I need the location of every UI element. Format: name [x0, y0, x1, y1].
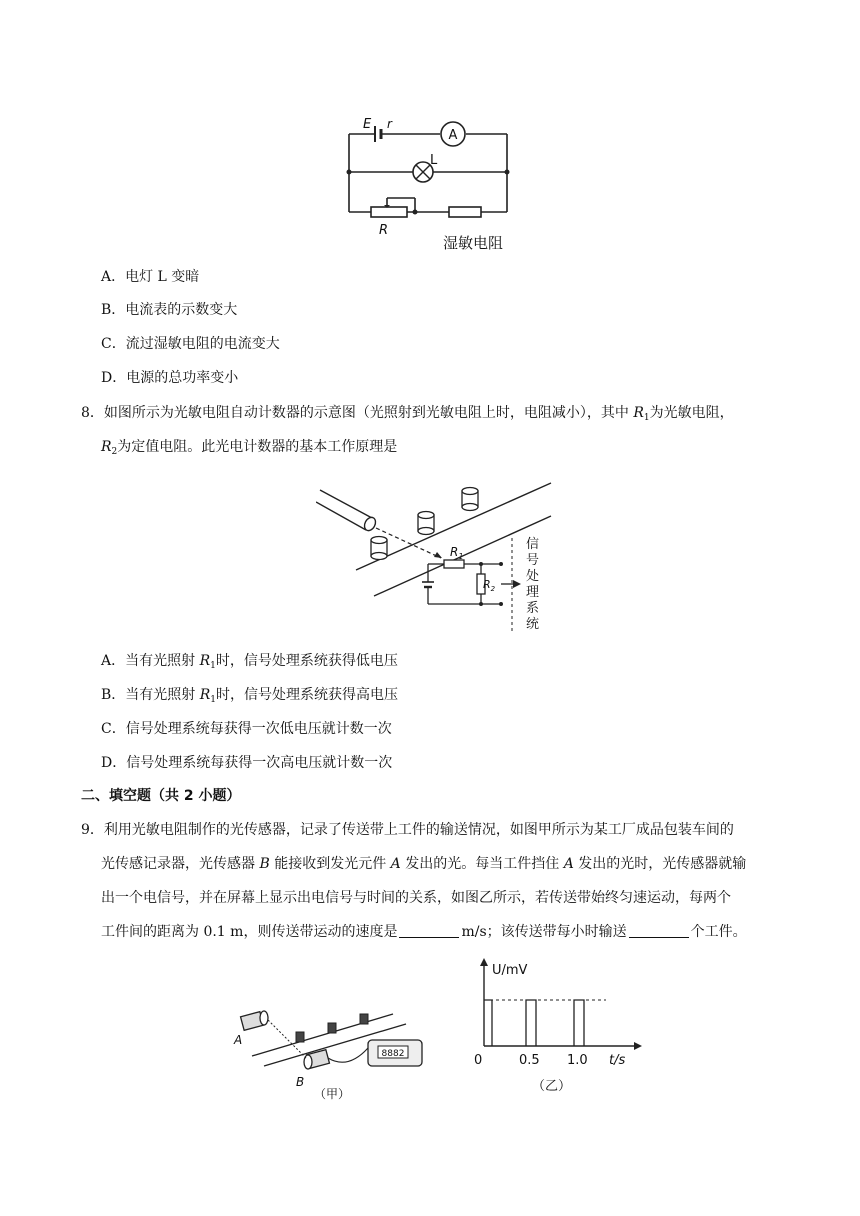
caption-yi: （乙） [532, 1079, 572, 1094]
figure-yi-graph [466, 950, 646, 1100]
answer-blank-count[interactable] [629, 923, 689, 938]
sensor-b-label: B [296, 1075, 305, 1089]
emitter-a-label: A [234, 1033, 243, 1047]
q7-option-a: A．电灯 L 变暗 [101, 269, 200, 285]
circuit-figure-q7 [335, 112, 535, 262]
fig-r1-sub: 1 [458, 552, 464, 561]
side-char-6: 统 [526, 617, 540, 632]
q8-option-c: C．信号处理系统每获得一次低电压就计数一次 [101, 721, 392, 737]
tick-0-5: 0.5 [519, 1053, 540, 1068]
q8-option-d: D．信号处理系统每获得一次高电压就计数一次 [101, 755, 393, 771]
side-char-5: 系 [526, 601, 540, 616]
svg-text:R2 [483, 578, 496, 593]
ammeter-label: A [448, 128, 458, 143]
q9-stem-line3: 出一个电信号，并在屏幕上显示出电信号与时间的关系，如图乙所示，若传送带始终匀速运动，每两个 [101, 890, 731, 906]
svg-text:R1 [450, 545, 463, 561]
section-heading: 二、填空题（共 2 小题） [81, 788, 241, 804]
fig-r1-label: R [450, 545, 459, 559]
side-char-3: 处 [526, 569, 540, 584]
q7-option-d: D．电源的总功率变小 [101, 370, 239, 386]
lamp-label: L [430, 153, 438, 168]
side-char-4: 理 [526, 585, 540, 600]
tick-1-0: 1.0 [567, 1053, 588, 1068]
graph-y-label: U/mV [492, 963, 528, 978]
q8-stem-line1: 8．如图所示为光敏电阻自动计数器的示意图（光照射到光敏电阻上时，电阻减小），其中 $R_1$为光敏电阻， [81, 405, 734, 423]
answer-blank-speed[interactable] [399, 923, 459, 938]
photo-counter-figure [316, 478, 556, 638]
display-readout: 8882 [381, 1049, 405, 1059]
rheostat-label: R [379, 223, 389, 238]
q7-option-c: C．流过湿敏电阻的电流变大 [101, 336, 280, 352]
tick-0: 0 [474, 1053, 483, 1068]
caption-jia: （甲） [314, 1087, 351, 1100]
q9-stem-line1: 9．利用光敏电阻制作的光传感器，记录了传送带上工件的输送情况，如图甲所示为某工厂成品包装车间的 [81, 822, 734, 838]
emf-label: E [363, 117, 372, 132]
figure-jia [228, 1000, 428, 1100]
humidity-resistor-label: 湿敏电阻 [443, 234, 504, 252]
q9-stem-line4: 工件间的距离为 0.1 m，则传送带运动的速度是 m/s；该传送带每小时输送 个工件。 [101, 924, 747, 940]
q8-option-a: A．当有光照射 $R_1$时，信号处理系统获得低电压 [101, 653, 398, 671]
q8-option-b: B．当有光照射 $R_1$时，信号处理系统获得高电压 [101, 687, 399, 705]
fig-r2-sub: 2 [490, 585, 496, 593]
graph-x-label: t/s [609, 1053, 626, 1068]
side-char-1: 信 [526, 537, 540, 552]
internal-resistance-label: r [387, 117, 392, 131]
q8-stem-line2: $R_2$为定值电阻。此光电计数器的基本工作原理是 [101, 439, 398, 457]
side-char-2: 号 [526, 553, 540, 568]
fig-r2-label: R [483, 578, 491, 591]
q7-option-b: B．电流表的示数变大 [101, 302, 238, 318]
q9-stem-line2: 光传感记录器，光传感器 B 能接收到发光元件 A 发出的光。每当工件挡住 A 发出的光时，光传感器就输 [101, 856, 747, 872]
